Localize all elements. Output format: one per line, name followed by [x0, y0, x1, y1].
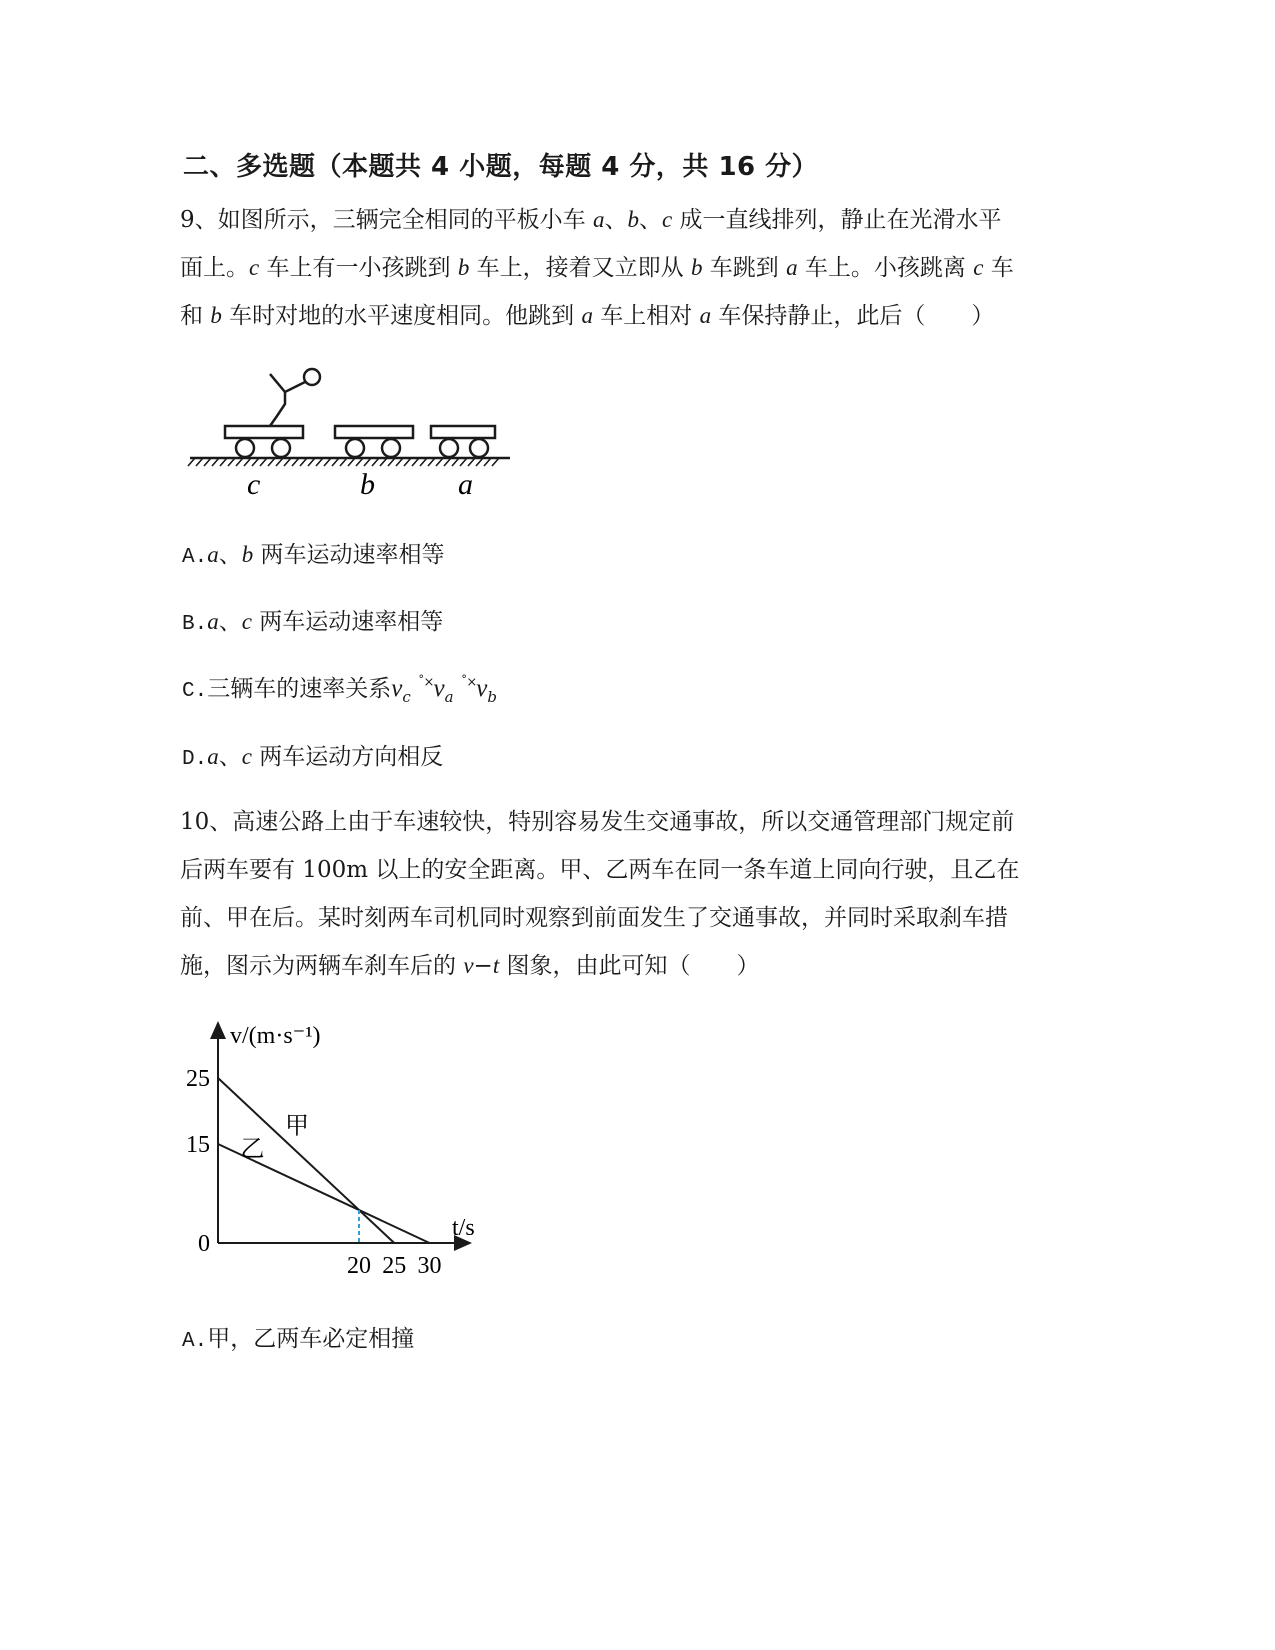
q9-line-1: 9、如图所示，三辆完全相同的平板小车 a、b、c 成一直线排列，静止在光滑水平 [180, 207, 1002, 233]
cart-a-wheel-right [470, 439, 488, 457]
q9-option-a[interactable]: A.a、b 两车运动速率相等 [182, 542, 445, 569]
q9-option-c[interactable]: C.三辆车的速率关系$v_c$ $^{˚\times}v_a$ $^{˚\times}v_b$ [182, 675, 497, 706]
cart-label-b: b [360, 468, 375, 501]
y-tick-label: 0 [198, 1231, 210, 1257]
section-heading: 二、多选题（本题共 4 小题，每题 4 分，共 16 分） [183, 152, 819, 182]
cart-a-body [431, 426, 495, 438]
x-tick-label: 30 [417, 1253, 442, 1279]
question-10-stem [180, 798, 1080, 990]
q10-line-3: 前、甲在后。某时刻两车司机同时观察到前面发生了交通事故，并同时采取刹车措 [180, 905, 1008, 931]
q10-line-1: 10、高速公路上由于车速较快，特别容易发生交通事故，所以交通管理部门规定前 [180, 809, 1015, 835]
cart-a-wheel-left [440, 439, 458, 457]
cart-b-wheel-left [346, 439, 364, 457]
series-label-yi: 乙 [240, 1136, 265, 1163]
q9-line-2: 面上。c 车上有一小孩跳到 b 车上，接着又立即从 b 车跳到 a 车上。小孩跳离 c 车 [180, 255, 1014, 281]
y-tick-label: 25 [186, 1066, 210, 1092]
q10-line-2: 后两车要有 100m 以上的安全距离。甲、乙两车在同一条车道上同向行驶，且乙在 [180, 857, 1020, 883]
child-head [304, 369, 320, 385]
cart-label-c: c [247, 468, 261, 501]
q9-line-3: 和 b 车时对地的水平速度相同。他跳到 a 车上相对 a 车保持静止，此后（ ） [180, 303, 995, 329]
carts-figure [185, 362, 515, 502]
cart-c-wheel-left [236, 439, 254, 457]
cart-c-body [225, 426, 303, 438]
cart-b-wheel-right [382, 439, 400, 457]
series-label-jia: 甲 [284, 1113, 309, 1140]
q10-line-4: 施，图示为两辆车刹车后的 v−t 图象，由此可知（ ） [180, 953, 760, 979]
x-tick-label: 20 [347, 1253, 371, 1279]
q9-option-b[interactable]: B.a、c 两车运动速率相等 [182, 609, 444, 636]
x-axis-label: t/s [452, 1215, 475, 1241]
cart-label-a: a [458, 468, 473, 501]
q10-option-a[interactable]: A.甲，乙两车必定相撞 [182, 1326, 415, 1353]
question-9-stem [180, 196, 1080, 340]
q9-option-d[interactable]: D.a、c 两车运动方向相反 [182, 744, 444, 771]
cart-b-body [335, 426, 413, 438]
y-tick-label: 15 [186, 1132, 210, 1158]
y-axis-label: v/(m·s⁻¹) [230, 1023, 321, 1049]
child-arm [270, 374, 305, 392]
vt-chart [180, 1015, 500, 1285]
child-body [270, 392, 285, 426]
chart-plot-layer [186, 1066, 442, 1279]
x-tick-label: 25 [382, 1253, 407, 1279]
cart-c-wheel-right [272, 439, 290, 457]
